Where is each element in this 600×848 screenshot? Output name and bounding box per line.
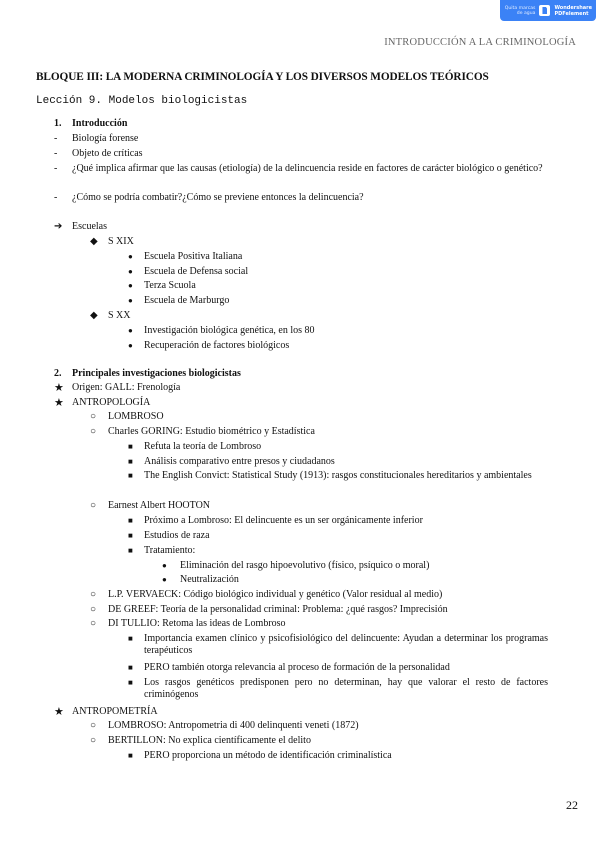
lesson-title: Lección 9. Modelos biologicistas [36, 95, 248, 107]
bullet-icon: ● [162, 561, 167, 570]
bullet-icon: ● [162, 575, 167, 584]
list-item: DE GREEF: Teoría de la personalidad criminal: Problema: ¿qué rasgos? Imprecisión [108, 604, 448, 615]
list-item: L.P. VERVAECK: Código biológico individual y genético (Valor residual al medio) [108, 589, 443, 600]
list-item: Investigación biológica genética, en los 80 [144, 325, 315, 336]
list-item: Terza Scuola [144, 280, 196, 291]
list-item: LOMBROSO: Antropometria di 400 delinquenti veneti (1872) [108, 720, 359, 731]
square-bullet-icon: ■ [128, 634, 133, 643]
brand-name: Wondershare [554, 4, 592, 11]
pdfelement-logo-icon [539, 5, 550, 16]
list-item: Tratamiento: [144, 545, 196, 556]
list-item: DI TULLIO: Retoma las ideas de Lombroso [108, 618, 286, 629]
list-item: Recuperación de factores biológicos [144, 340, 290, 351]
section-2-title: Principales investigaciones biologicistas [72, 368, 241, 379]
circle-bullet-icon: ○ [90, 500, 97, 511]
arrow-right-icon: ➔ [54, 221, 63, 232]
list-item: PERO también otorga relevancia al proceso de formación de la personalidad [144, 662, 450, 673]
antropometria-heading: ANTROPOMETRÍA [72, 706, 158, 717]
square-bullet-icon: ■ [128, 751, 133, 760]
block-title: BLOQUE III: LA MODERNA CRIMINOLOGÍA Y LOS DIVERSOS MODELOS TEÓRICOS [36, 71, 489, 83]
antropologia-heading: ANTROPOLOGÍA [72, 397, 151, 408]
page-number: 22 [566, 798, 578, 812]
list-item: Escuela de Marburgo [144, 295, 230, 306]
circle-bullet-icon: ○ [90, 604, 97, 615]
arrow-item [54, 221, 62, 233]
square-bullet-icon: ■ [128, 531, 133, 540]
circle-bullet-icon: ○ [90, 720, 97, 731]
list-item: Análisis comparativo entre presos y ciudadanos [144, 456, 335, 467]
star-bullet-icon: ★ [54, 706, 64, 718]
list-item: Earnest Albert HOOTON [108, 500, 211, 511]
escuelas-label: Escuelas [72, 221, 107, 232]
bullet-icon: ● [128, 296, 133, 305]
square-bullet-icon: ■ [128, 546, 133, 555]
circle-bullet-icon: ○ [90, 589, 97, 600]
list-item: Charles GORING: Estudio biométrico y Estadística [108, 426, 315, 437]
bullet-icon: ● [128, 267, 133, 276]
running-header: INTRODUCCIÓN A LA CRIMINOLOGÍA [384, 37, 576, 48]
list-item: The English Convict: Statistical Study (1913): rasgos constitucionales hereditarios y ambientales [144, 470, 532, 481]
diamond-bullet-icon: ◆ [90, 310, 98, 321]
star-bullet-icon: ★ [54, 397, 64, 409]
bullet-icon: ● [128, 252, 133, 261]
watermark-brand [554, 5, 592, 17]
star-bullet-icon: ★ [54, 382, 64, 394]
list-item: Eliminación del rasgo hipoevolutivo (físico, psíquico o moral) [180, 560, 430, 571]
square-bullet-icon: ■ [128, 457, 133, 466]
list-item: Estudios de raza [144, 530, 210, 541]
century-xx: S XX [108, 310, 131, 321]
circle-bullet-icon: ○ [90, 618, 97, 629]
square-bullet-icon: ■ [128, 678, 133, 687]
product-name: PDFelement [554, 10, 589, 17]
bullet-icon: ● [128, 326, 133, 335]
section-2-number: 2. [54, 368, 62, 379]
square-bullet-icon: ■ [128, 471, 133, 480]
list-item: Escuela de Defensa social [144, 266, 249, 277]
list-item: Refuta la teoría de Lombroso [144, 441, 262, 452]
list-item: Los rasgos genéticos predisponen pero no determinan, hay que valorar el resto de factores criminógenos [144, 677, 548, 700]
list-item: PERO proporciona un método de identificación criminalística [144, 750, 392, 761]
remove-watermark-label: Quita marcas de agua [504, 5, 536, 16]
circle-bullet-icon: ○ [90, 411, 97, 422]
list-item: Neutralización [180, 574, 239, 585]
list-item: BERTILLON: No explica científicamente el delito [108, 735, 311, 746]
origen-item: Origen: GALL: Frenología [72, 382, 181, 393]
circle-bullet-icon: ○ [90, 735, 97, 746]
list-item-text: ¿Qué implica afirmar que las causas (etiología) de la delincuencia reside en factores de carácter biológico o genético? [72, 163, 543, 174]
square-bullet-icon: ■ [128, 663, 133, 672]
list-item: LOMBROSO [108, 411, 164, 422]
list-item: Importancia examen clínico y psicofisiológico del delincuente: Ayudan a determinar los programas terapéuticos [144, 633, 548, 656]
list-item: Próximo a Lombroso: El delincuente es un ser orgánicamente inferior [144, 515, 423, 526]
bullet-icon: ● [128, 341, 133, 350]
section-1-number: 1. [54, 118, 62, 129]
remove-watermark-button[interactable] [500, 0, 596, 21]
diamond-bullet-icon: ◆ [90, 236, 98, 247]
century-xix: S XIX [108, 236, 134, 247]
circle-bullet-icon: ○ [90, 426, 97, 437]
square-bullet-icon: ■ [128, 442, 133, 451]
bullet-icon: ● [128, 281, 133, 290]
section-1-title: Introducción [72, 118, 128, 129]
square-bullet-icon: ■ [128, 516, 133, 525]
list-item: Escuela Positiva Italiana [144, 251, 243, 262]
